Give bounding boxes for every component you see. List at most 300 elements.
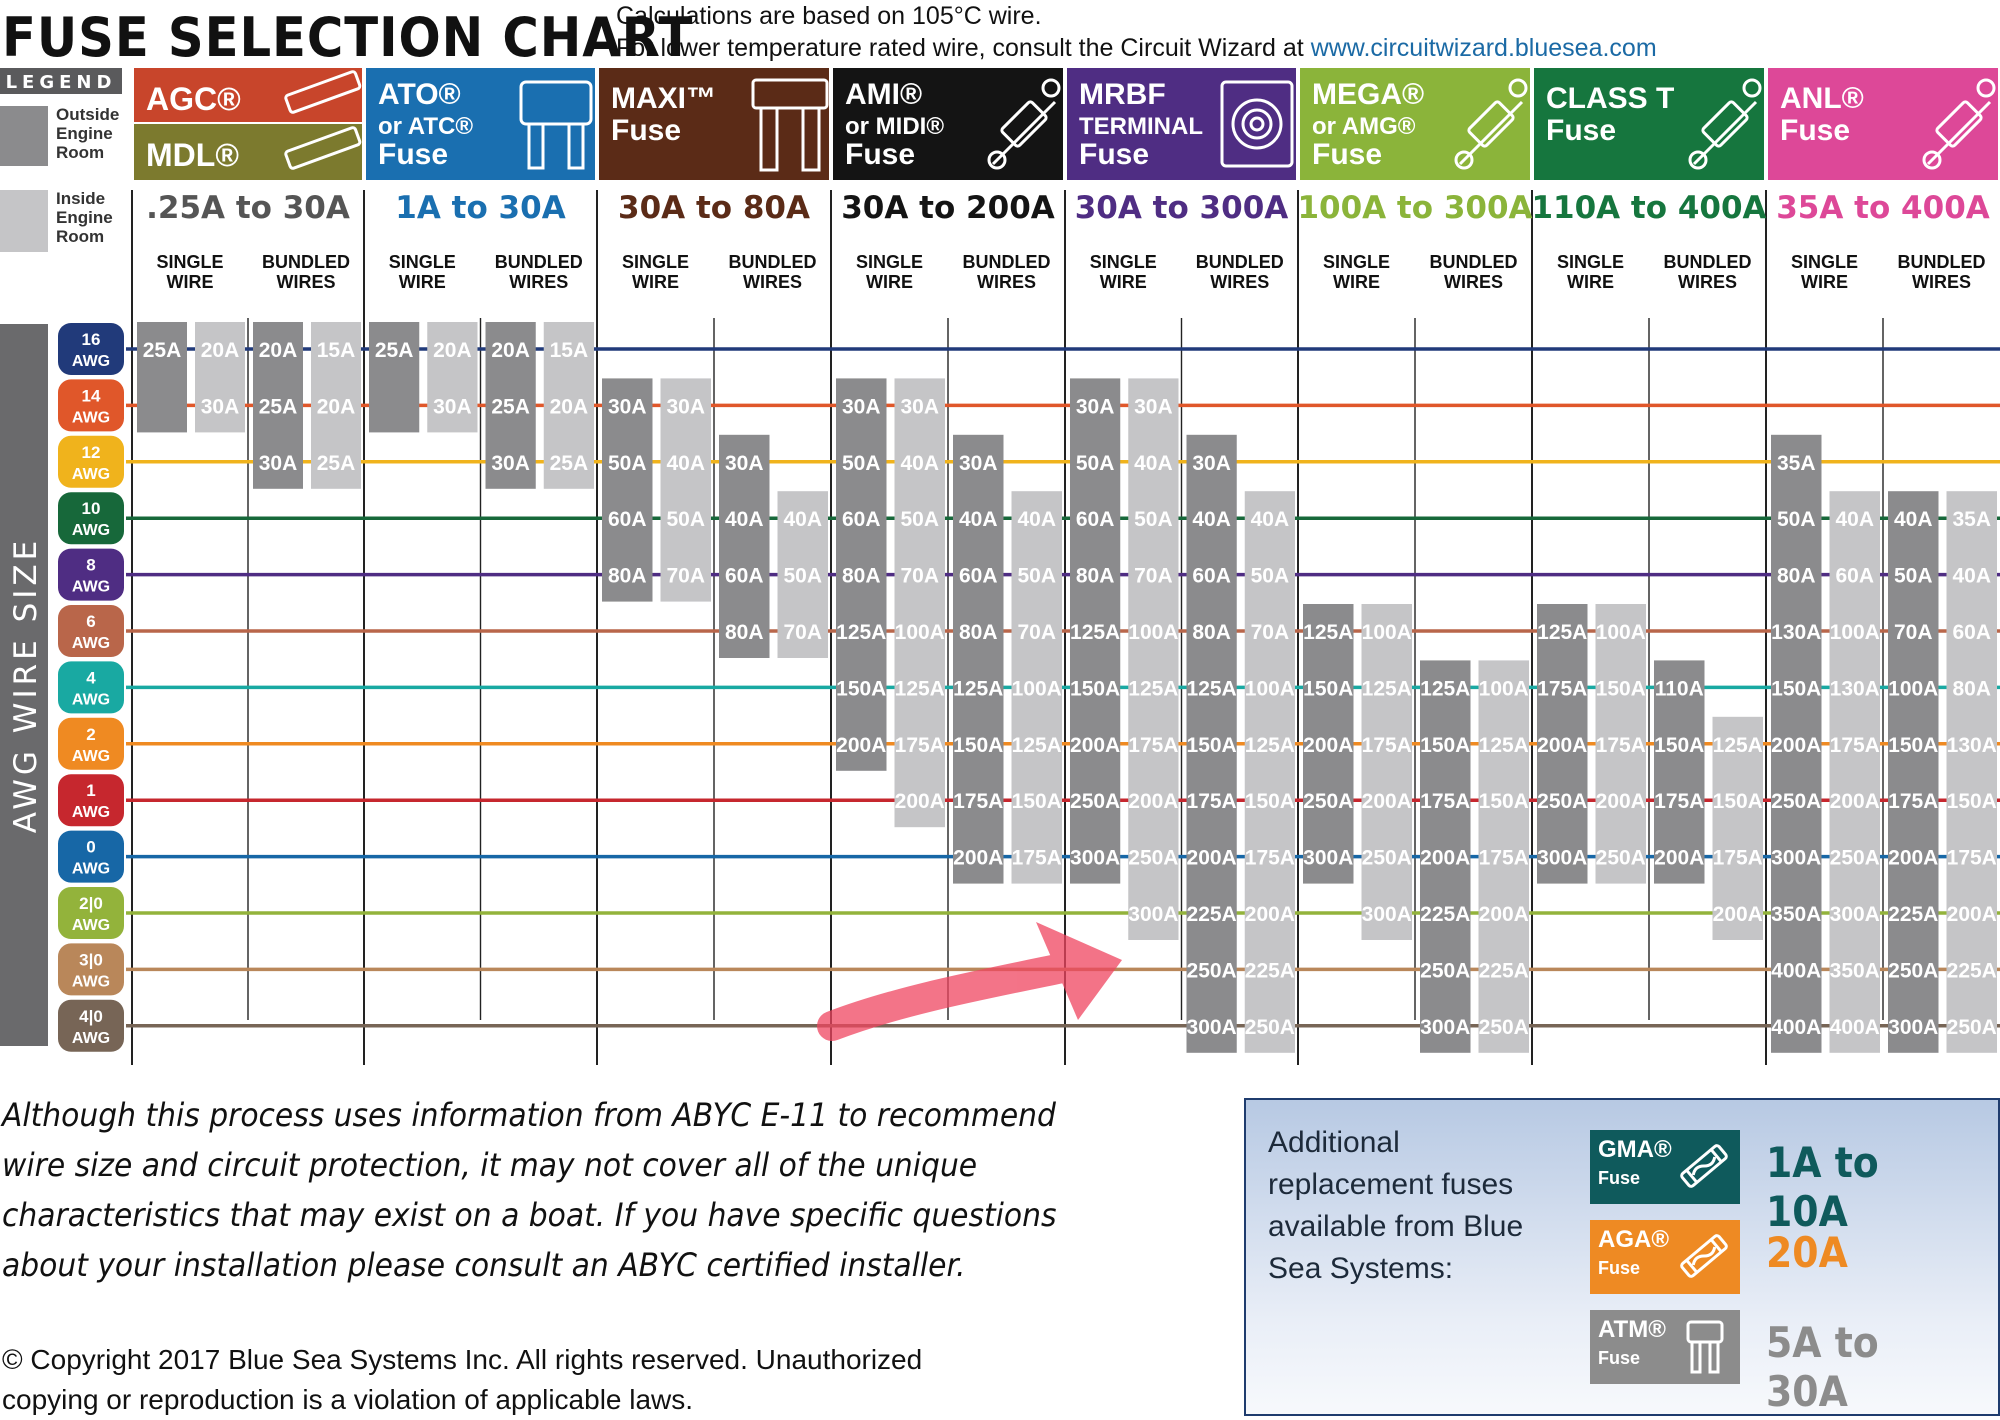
fuse-rating-value: 250A xyxy=(1070,790,1121,814)
fuse-rating-value: 300A xyxy=(1070,846,1121,870)
fuse-rating-value: 175A xyxy=(1011,846,1062,870)
fuse-rating-value: 175A xyxy=(1478,846,1529,870)
fuse-rating-value: 100A xyxy=(894,621,945,644)
fuse-header-0 xyxy=(134,68,362,180)
fuse-rating-value: 250A xyxy=(1771,790,1822,814)
awg-badge-10 xyxy=(58,492,124,544)
fuse-header-2 xyxy=(599,68,829,180)
awg-number: 12 xyxy=(81,442,101,462)
fuse-rating-value: 40A xyxy=(958,508,998,532)
fuse-rating-value: 40A xyxy=(1134,451,1173,475)
single-wire-header: SINGLE WIRE xyxy=(1556,252,1625,292)
fuse-rating-value: 30A xyxy=(433,395,472,419)
fuse-rating-value: 40A xyxy=(1952,564,1992,588)
fuse-rating-value: 175A xyxy=(1712,846,1763,870)
copyright-text: © Copyright 2017 Blue Sea Systems Inc. All rights reserved. Unauthorized copying or reproduction is a violation of applicable laws. xyxy=(2,1344,923,1415)
fuse-rating-value: 130A xyxy=(1829,677,1880,701)
fuse-rating-value: 30A xyxy=(1134,395,1173,419)
fuse-rating-value: 30A xyxy=(666,395,706,419)
fuse-rating-value: 130A xyxy=(1946,733,1997,757)
fuse-rating-value: 150A xyxy=(1011,790,1062,814)
fuse-rating-value: 300A xyxy=(1771,846,1822,870)
additional-item-atm xyxy=(1590,1310,1990,1416)
fuse-rating-value: 70A xyxy=(1017,621,1057,644)
fuse-name: AMI® xyxy=(845,78,923,111)
fuse-range: 30A to 200A xyxy=(841,190,1055,226)
arrow-shaft xyxy=(832,966,1072,1026)
fuse-rating-value: 40A xyxy=(1250,508,1290,532)
fuse-rating-value: 80A xyxy=(1075,564,1115,588)
fuse-rating-column xyxy=(895,378,946,827)
fuse-rating-value: 200A xyxy=(1595,790,1646,814)
additional-item-aga xyxy=(1590,1220,1990,1294)
fuse-rating-value: 125A xyxy=(1128,677,1179,701)
fuse-rating-value: 30A xyxy=(724,451,764,475)
fuse-rating-value: 80A xyxy=(1952,677,1992,701)
fuse-rating-value: 175A xyxy=(953,790,1004,814)
legend-inside-swatch xyxy=(0,190,48,252)
awg-number: 3|0 xyxy=(79,950,103,970)
atm-name: ATM® xyxy=(1598,1316,1666,1343)
fuse-rating-value: 200A xyxy=(1420,846,1471,870)
legend-title: LEGEND xyxy=(5,72,117,93)
awg-badge-14 xyxy=(58,379,124,431)
awg-axis-label: AWG WIRE SIZE xyxy=(8,536,44,834)
awg-unit: AWG xyxy=(71,522,111,540)
fuse-rating-value: 50A xyxy=(1250,564,1290,588)
fuse-name: or AMG® xyxy=(1312,113,1416,140)
fuse-rating-value: 250A xyxy=(1128,846,1179,870)
fuse-rating-value: 80A xyxy=(958,621,998,644)
awg-badge-16 xyxy=(58,323,124,375)
fuse-rating-value: 50A xyxy=(607,451,647,475)
fuse-rating-value: 20A xyxy=(200,339,240,362)
atm-badge xyxy=(1590,1310,1740,1384)
fuse-rating-value: 80A xyxy=(724,621,764,644)
awg-unit: AWG xyxy=(71,973,111,991)
awg-badge-3-0 xyxy=(58,943,124,995)
awg-number: 8 xyxy=(86,555,96,575)
fuse-name: ATO® xyxy=(378,78,461,111)
fuse-rating-value: 100A xyxy=(1011,677,1062,701)
fuse-rating-column xyxy=(1362,604,1413,940)
fuse-name: or MIDI® xyxy=(845,113,945,140)
fuse-rating-value: 175A xyxy=(1128,733,1179,757)
additional-item-gma xyxy=(1590,1130,1990,1236)
fuse-rating-value: 400A xyxy=(1771,959,1822,983)
awg-badge-4-0 xyxy=(58,1000,124,1052)
fuse-header-1 xyxy=(366,68,595,180)
fuse-rating-value: 80A xyxy=(1776,564,1816,588)
fuse-rating-value: 70A xyxy=(1893,621,1933,644)
fuse-rating-value: 20A xyxy=(549,395,589,419)
fuse-rating-value: 100A xyxy=(1478,677,1529,701)
fuse-rating-value: 35A xyxy=(1952,508,1992,532)
fuse-rating-value: 30A xyxy=(258,451,298,475)
fuse-rating-value: 100A xyxy=(1128,621,1179,644)
fuse-name: CLASS T xyxy=(1546,82,1675,115)
fuse-rating-value: 175A xyxy=(894,733,945,757)
fuse-rating-value: 50A xyxy=(1017,564,1057,588)
circuit-wizard-link[interactable]: www.circuitwizard.bluesea.com xyxy=(1310,34,1657,62)
awg-unit: AWG xyxy=(71,917,111,934)
fuse-rating-value: 50A xyxy=(900,508,940,532)
awg-unit: AWG xyxy=(71,578,111,596)
bundled-wires-header: BUNDLED WIRES xyxy=(262,252,350,292)
single-wire-header: SINGLE WIRE xyxy=(388,252,456,292)
fuse-rating-value: 300A xyxy=(1537,846,1588,870)
single-wire-header: SINGLE WIRE xyxy=(1089,252,1157,292)
glass-fuse-icon xyxy=(1674,1136,1734,1196)
fuse-rating-value: 20A xyxy=(258,339,298,362)
fuse-rating-value: 25A xyxy=(491,395,530,419)
fuse-rating-value: 200A xyxy=(1186,846,1237,870)
fuse-rating-value: 150A xyxy=(1595,677,1646,701)
fuse-header-7 xyxy=(1768,68,1998,180)
awg-number: 14 xyxy=(81,386,101,406)
fuse-rating-value: 150A xyxy=(1478,790,1529,814)
fuse-rating-value: 25A xyxy=(549,451,589,475)
fuse-name: Fuse xyxy=(611,114,682,147)
fuse-rating-value: 125A xyxy=(1478,733,1529,757)
fuse-rating-value: 125A xyxy=(1537,621,1588,644)
fuse-rating-value: 70A xyxy=(1250,621,1290,644)
awg-badge-1 xyxy=(58,774,124,826)
bundled-wires-header: BUNDLED WIRES xyxy=(1663,252,1752,292)
fuse-rating-value: 150A xyxy=(836,677,887,701)
fuse-rating-value: 60A xyxy=(1075,508,1115,532)
fuse-rating-value: 175A xyxy=(1244,846,1295,870)
legend-outside-label: Outside Engine Room xyxy=(56,105,120,162)
fuse-rating-value: 200A xyxy=(1128,790,1179,814)
awg-number: 2 xyxy=(86,724,96,744)
fuse-rating-value: 200A xyxy=(953,846,1004,870)
awg-unit: AWG xyxy=(71,747,111,765)
aga-name: AGA® xyxy=(1598,1226,1670,1253)
fuse-rating-value: 300A xyxy=(1128,903,1179,926)
fuse-rating-value: 250A xyxy=(1244,1015,1295,1039)
fuse-range: 1A to 30A xyxy=(395,190,566,226)
fuse-rating-value: 30A xyxy=(958,451,998,475)
fuse-rating-value: 150A xyxy=(1420,733,1471,757)
fuse-rating-value: 20A xyxy=(491,339,530,362)
fuse-rating-value: 30A xyxy=(607,395,647,419)
fuse-rating-value: 20A xyxy=(433,339,472,362)
fuse-rating-value: 25A xyxy=(142,339,182,362)
fuse-rating-value: 50A xyxy=(666,508,706,532)
awg-badge-8 xyxy=(58,549,124,601)
fuse-name: TERMINAL xyxy=(1079,113,1203,140)
fuse-rating-value: 40A xyxy=(1192,508,1231,532)
fuse-name: MEGA® xyxy=(1312,78,1425,111)
gma-badge xyxy=(1590,1130,1740,1204)
fuse-rating-value: 70A xyxy=(1134,564,1173,588)
fuse-rating-value: 125A xyxy=(1011,733,1062,757)
fuse-rating-value: 80A xyxy=(1192,621,1231,644)
fuse-name: Fuse xyxy=(1312,138,1383,171)
blade-fuse-icon xyxy=(1674,1316,1734,1378)
fuse-rating-value: 40A xyxy=(666,451,706,475)
fuse-rating-value: 225A xyxy=(1420,903,1471,926)
fuse-name: Fuse xyxy=(845,138,916,171)
fuse-rating-value: 175A xyxy=(1829,733,1880,757)
fuse-rating-value: 80A xyxy=(841,564,881,588)
awg-number: 6 xyxy=(86,612,96,631)
fuse-rating-value: 250A xyxy=(1946,1015,1997,1039)
fuse-rating-value: 60A xyxy=(1835,564,1875,588)
fuse-range: 35A to 400A xyxy=(1776,190,1990,226)
fuse-rating-value: 175A xyxy=(1361,733,1412,757)
fuse-rating-value: 70A xyxy=(900,564,940,588)
fuse-rating-value: 40A xyxy=(783,508,823,532)
fuse-rating-value: 125A xyxy=(894,677,945,701)
bundled-wires-header: BUNDLED WIRES xyxy=(962,252,1051,292)
fuse-rating-value: 20A xyxy=(316,395,356,419)
awg-number: 2|0 xyxy=(79,894,103,913)
awg-unit: AWG xyxy=(71,635,111,652)
fuse-rating-value: 40A xyxy=(1835,508,1875,532)
fuse-name: Fuse xyxy=(1079,138,1150,171)
fuse-name: ANL® xyxy=(1780,82,1864,115)
fuse-rating-value: 225A xyxy=(1478,959,1529,983)
fuse-rating-value: 30A xyxy=(491,451,530,475)
fuse-header-4 xyxy=(1067,68,1296,180)
awg-unit: AWG xyxy=(71,409,111,427)
fuse-rating-value: 250A xyxy=(1361,846,1412,870)
fuse-rating-value: 50A xyxy=(1893,564,1933,588)
fuse-rating-value: 300A xyxy=(1829,903,1880,926)
awg-badge-2 xyxy=(58,718,124,770)
fuse-name: Fuse xyxy=(378,138,449,171)
awg-number: 4|0 xyxy=(79,1006,103,1026)
awg-number: 10 xyxy=(81,499,101,519)
fuse-rating-value: 40A xyxy=(900,451,940,475)
fuse-rating-value: 250A xyxy=(1478,1015,1529,1039)
fuse-rating-value: 60A xyxy=(607,508,647,532)
gma-range: 1A to 10A xyxy=(1766,1138,1879,1236)
fuse-name: or ATC® xyxy=(378,113,474,140)
fuse-rating-value: 200A xyxy=(1303,733,1354,757)
awg-unit: AWG xyxy=(71,465,111,483)
fuse-rating-value: 175A xyxy=(1595,733,1646,757)
fuse-rating-value: 225A xyxy=(1244,959,1295,983)
single-wire-header: SINGLE WIRE xyxy=(621,252,690,292)
fuse-rating-value: 200A xyxy=(836,733,887,757)
fuse-rating-value: 300A xyxy=(1303,846,1354,870)
fuse-rating-value: 150A xyxy=(1244,790,1295,814)
fuse-name: MDL® xyxy=(146,137,239,173)
fuse-rating-value: 200A xyxy=(1478,903,1529,926)
fuse-rating-value: 125A xyxy=(1361,677,1412,701)
fuse-rating-value: 60A xyxy=(841,508,881,532)
fuse-rating-value: 35A xyxy=(1776,451,1816,475)
single-wire-header: SINGLE WIRE xyxy=(1322,252,1391,292)
awg-badge-6 xyxy=(58,605,124,657)
awg-number: 16 xyxy=(81,330,101,349)
fuse-rating-value: 200A xyxy=(1829,790,1880,814)
fuse-rating-value: 70A xyxy=(783,621,823,644)
aga-sub: Fuse xyxy=(1598,1258,1641,1278)
fuse-rating-value: 25A xyxy=(316,451,356,475)
fuse-rating-value: 350A xyxy=(1829,959,1880,983)
fuse-rating-value: 250A xyxy=(1186,959,1237,983)
single-wire-header: SINGLE WIRE xyxy=(1790,252,1859,292)
fuse-rating-value: 125A xyxy=(836,621,887,644)
fuse-rating-value: 200A xyxy=(1537,733,1588,757)
bundled-wires-header: BUNDLED WIRES xyxy=(1897,252,1986,292)
awg-number: 0 xyxy=(86,837,96,857)
fuse-range: 110A to 400A xyxy=(1531,190,1767,226)
fuse-rating-value: 250A xyxy=(1537,790,1588,814)
fuse-rating-value: 200A xyxy=(1888,846,1939,870)
fuse-rating-value: 150A xyxy=(1070,677,1121,701)
fuse-range: 30A to 300A xyxy=(1074,190,1289,226)
fuse-rating-value: 125A xyxy=(1186,677,1237,701)
awg-badge-4 xyxy=(58,661,124,713)
atm-range: 5A to 30A xyxy=(1766,1318,1879,1416)
fuse-rating-value: 60A xyxy=(724,564,764,588)
fuse-rating-value: 125A xyxy=(1303,621,1354,644)
awg-badge-2-0 xyxy=(58,887,124,939)
fuse-rating-value: 300A xyxy=(1420,1015,1471,1039)
fuse-rating-value: 175A xyxy=(1186,790,1237,814)
awg-unit: AWG xyxy=(71,804,111,822)
fuse-rating-value: 175A xyxy=(1888,790,1939,814)
fuse-rating-value: 225A xyxy=(1186,903,1237,926)
fuse-rating-value: 300A xyxy=(1888,1015,1939,1039)
bundled-wires-header: BUNDLED WIRES xyxy=(1429,252,1518,292)
calc-line-1: Calculations are based on 105°C wire. xyxy=(616,2,1042,30)
fuse-rating-value: 150A xyxy=(1654,733,1705,757)
fuse-rating-value: 200A xyxy=(1361,790,1412,814)
fuse-rating-value: 225A xyxy=(1888,903,1939,926)
fuse-rating-value: 150A xyxy=(1712,790,1763,814)
gma-name: GMA® xyxy=(1598,1136,1672,1163)
fuse-rating-value: 250A xyxy=(1595,846,1646,870)
legend-inside-label: Inside Engine Room xyxy=(56,189,113,246)
fuse-rating-value: 50A xyxy=(841,451,881,475)
fuse-rating-value: 250A xyxy=(1829,846,1880,870)
fuse-rating-value: 25A xyxy=(258,395,298,419)
disclaimer-text: Although this process uses information from ABYC E-11 to recommend wire size and circuit protection, it may not cover all of the unique characteristics that may exist on a boat. If you have specific questions about your installation please consult an ABYC certified installer. xyxy=(2,1096,1057,1284)
bundled-wires-header: BUNDLED WIRES xyxy=(1195,252,1284,292)
fuse-rating-value: 175A xyxy=(1537,677,1588,701)
fuse-rating-value: 100A xyxy=(1829,621,1880,644)
fuse-rating-value: 80A xyxy=(607,564,647,588)
fuse-rating-value: 125A xyxy=(1420,677,1471,701)
legend-outside-swatch xyxy=(0,106,48,166)
fuse-rating-value: 125A xyxy=(1712,733,1763,757)
fuse-rating-value: 150A xyxy=(1888,733,1939,757)
aga-range: 20A xyxy=(1766,1228,1848,1277)
additional-fuses-panel xyxy=(1244,1098,2000,1416)
fuse-rating-value: 50A xyxy=(783,564,823,588)
fuse-rating-value: 30A xyxy=(200,395,240,419)
fuse-rating-value: 150A xyxy=(1303,677,1354,701)
page-title: FUSE SELECTION CHART xyxy=(2,6,694,69)
fuse-rating-value: 70A xyxy=(666,564,706,588)
fuse-rating-value: 30A xyxy=(1192,451,1231,475)
fuse-rating-value: 30A xyxy=(900,395,940,419)
fuse-rating-value: 15A xyxy=(316,339,356,362)
fuse-rating-value: 200A xyxy=(1244,903,1295,926)
fuse-name: AGC® xyxy=(146,81,241,117)
fuse-rating-value: 125A xyxy=(1244,733,1295,757)
awg-number: 4 xyxy=(86,668,96,688)
gma-sub: Fuse xyxy=(1598,1168,1641,1188)
fuse-rating-value: 50A xyxy=(1776,508,1816,532)
calculation-note xyxy=(616,0,1657,64)
fuse-rating-value: 25A xyxy=(374,339,414,362)
fuse-rating-value: 200A xyxy=(1712,903,1763,926)
fuse-rating-value: 100A xyxy=(1361,621,1412,644)
fuse-rating-value: 175A xyxy=(1420,790,1471,814)
fuse-rating-value: 125A xyxy=(1070,621,1121,644)
fuse-rating-value: 200A xyxy=(1946,903,1997,926)
fuse-rating-value: 110A xyxy=(1654,677,1704,701)
fuse-rating-value: 150A xyxy=(1771,677,1822,701)
fuse-rating-value: 100A xyxy=(1595,621,1646,644)
fuse-header-5 xyxy=(1300,68,1530,180)
fuse-rating-value: 60A xyxy=(1192,564,1231,588)
fuse-rating-value: 250A xyxy=(1420,959,1471,983)
fuse-rating-value: 300A xyxy=(1361,903,1412,926)
fuse-rating-value: 175A xyxy=(1946,846,1997,870)
bundled-wires-header: BUNDLED WIRES xyxy=(494,252,583,292)
fuse-rating-value: 200A xyxy=(1654,846,1705,870)
fuse-rating-value: 30A xyxy=(1075,395,1115,419)
atm-sub: Fuse xyxy=(1598,1348,1641,1368)
awg-unit: AWG xyxy=(71,860,111,878)
fuse-rating-value: 40A xyxy=(1893,508,1933,532)
fuse-rating-column xyxy=(953,435,1004,884)
fuse-rating-value: 150A xyxy=(1186,733,1237,757)
fuse-range: .25A to 30A xyxy=(146,190,350,226)
fuse-rating-value: 60A xyxy=(958,564,998,588)
awg-unit: AWG xyxy=(71,1029,111,1047)
fuse-range: 100A to 300A xyxy=(1297,190,1533,226)
fuse-name: MAXI™ xyxy=(611,82,716,115)
fuse-rating-value: 30A xyxy=(841,395,881,419)
fuse-rating-value: 225A xyxy=(1946,959,1997,983)
fuse-rating-value: 100A xyxy=(1244,677,1295,701)
fuse-rating-value: 50A xyxy=(1075,451,1115,475)
single-wire-header: SINGLE WIRE xyxy=(156,252,224,292)
fuse-range: 30A to 80A xyxy=(618,190,810,226)
fuse-rating-value: 250A xyxy=(1303,790,1354,814)
fuse-rating-value: 200A xyxy=(1070,733,1121,757)
fuse-rating-value: 60A xyxy=(1952,621,1992,644)
fuse-rating-value: 40A xyxy=(724,508,764,532)
fuse-rating-value: 400A xyxy=(1771,1015,1822,1039)
aga-badge xyxy=(1590,1220,1740,1294)
glass-fuse-icon xyxy=(1674,1226,1734,1286)
fuse-rating-value: 200A xyxy=(1771,733,1822,757)
additional-fuses-text: Additional replacement fuses available from Blue Sea Systems: xyxy=(1268,1126,1524,1285)
fuse-rating-value: 200A xyxy=(894,790,945,814)
fuse-rating-value: 100A xyxy=(1888,677,1939,701)
fuse-rating-value: 150A xyxy=(1946,790,1997,814)
fuse-header-3 xyxy=(833,68,1063,180)
fuse-name: Fuse xyxy=(1780,114,1851,147)
fuse-name: MRBF xyxy=(1079,78,1166,111)
fuse-rating-value: 125A xyxy=(953,677,1004,701)
fuse-rating-value: 350A xyxy=(1771,903,1822,926)
fuse-rating-value: 175A xyxy=(1654,790,1705,814)
fuse-header-6 xyxy=(1534,68,1764,180)
bundled-wires-header: BUNDLED WIRES xyxy=(728,252,817,292)
awg-badge-0 xyxy=(58,831,124,883)
